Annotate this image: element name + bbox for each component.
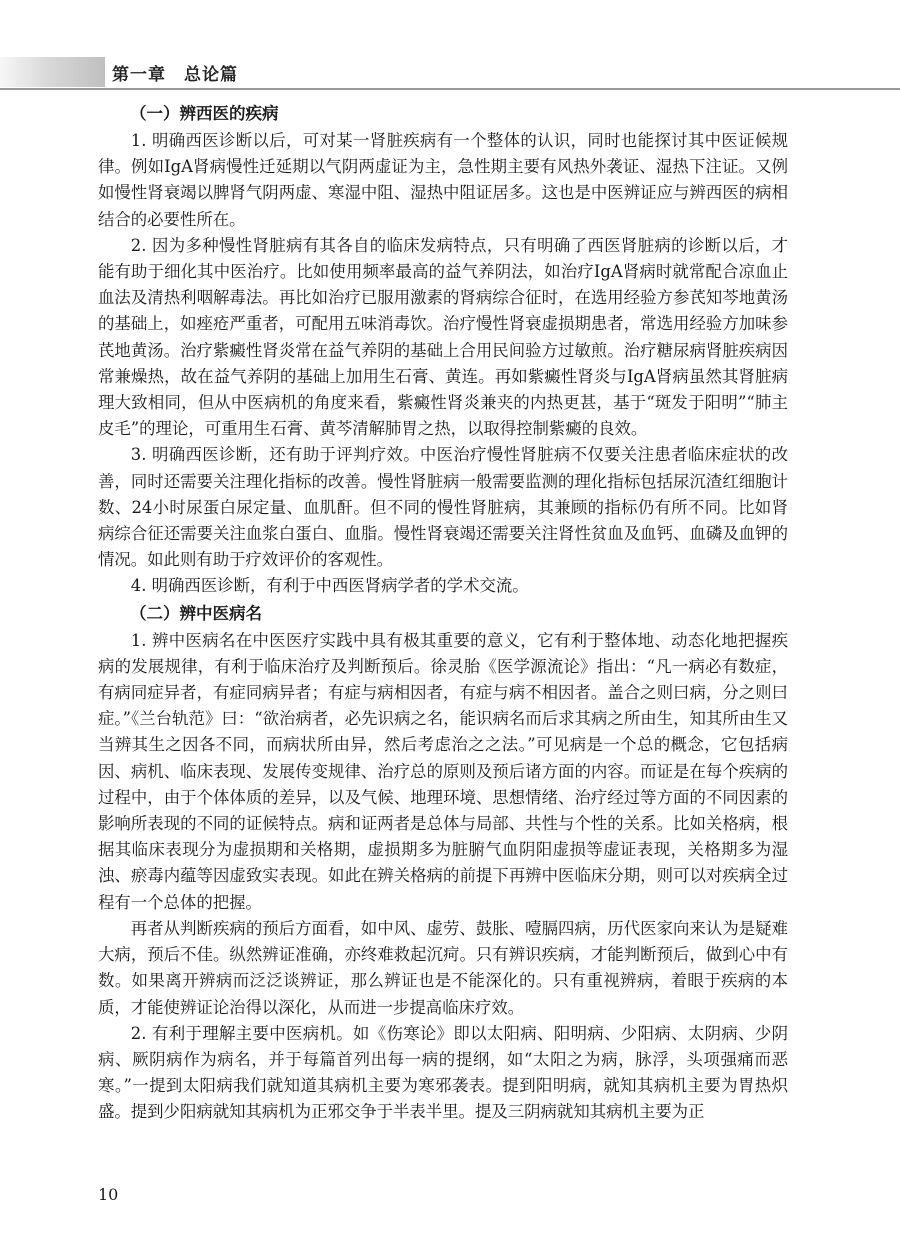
paragraph: 4. 明确西医诊断，有利于中西医肾病学者的学术交流。: [130, 576, 529, 596]
paragraph: 3. 明确西医诊断，还有助于评判疗效。中医治疗慢性肾脏病不仅要关注患者临床症状的改善，同时还需要关注理化指标的改善。慢性肾脏病一般需要监测的理化指标包括尿沉渣红细胞计数、24小时尿蛋白尿定量、血肌酐。但不同的慢性肾脏病，其兼顾的指标仍有所不同。比如肾病综合征还需要关注血浆白蛋白、血脂。慢性肾衰竭还需要关注肾性贫血及血钙、血磷及血钾的情况。如此则有助于疗效评价的客观性。: [98, 445, 788, 570]
page-number: 10: [98, 1185, 119, 1204]
section-heading: （一）辨西医的疾病: [130, 104, 279, 123]
header-decoration: [0, 57, 105, 87]
section-heading: （二）辨中医病名: [130, 603, 262, 623]
header-rule: [0, 88, 900, 90]
paragraph: 2. 因为多种慢性肾脏病有其各自的临床发病特点，只有明确了西医肾脏病的诊断以后，才能有助于细化其中医治疗。比如使用频率最高的益气养阴法，如治疗IgA肾病时就常配合凉血止血法及清热利咽解毒法。再比如治疗已服用激素的肾病综合征时，在选用经验方参芪知芩地黄汤的基础上，如痤疮严重者，可配用五味消毒饮。治疗慢性肾衰虚损期患者，常选用经验方加味参芪地黄汤。治疗紫癜性肾炎常在益气养阴的基础上合用民间验方过敏煎。治疗糖尿病肾脏疾病因常兼燥热，故在益气养阴的基础上加用生石膏、黄连。再如紫癜性肾炎与IgA肾病虽然其肾脏病理大致相同，但从中医病机的角度来看，紫癜性肾炎兼夹的内热更甚，基于“斑发于阳明”“肺主皮毛”的理论，可重用生石膏、黄芩清解肺胃之热，以取得控制紫癜的良效。: [98, 235, 788, 439]
paragraph: 1. 明确西医诊断以后，可对某一肾脏疾病有一个整体的认识，同时也能探讨其中医证候规律。例如IgA肾病慢性迁延期以气阴两虚证为主，急性期主要有风热外袭证、湿热下注证。又例如慢性肾衰竭以脾肾气阴两虚、寒湿中阻、湿热中阻证居多。这也是中医辨证应与辨西医的病相结合的必要性所在。: [98, 131, 788, 229]
paragraph: 2. 有利于理解主要中医病机。如《伤寒论》即以太阳病、阳明病、少阳病、太阴病、少阴病、厥阴病作为病名，并于每篇首列出每一病的提纲，如“太阳之为病，脉浮，头项强痛而恶寒。”一提到太阳病我们就知道其病机主要为寒邪袭表。提到阳明病，就知其病机主要为胃热炽盛。提到少阳病就知其病机为正邪交争于半表半里。提及三阴病就知其病机主要为正: [98, 1023, 788, 1122]
page-content: [98, 100, 788, 1126]
paragraph: 1. 辨中医病名在中医医疗实践中具有极其重要的意义，它有利于整体地、动态化地把握疾病的发展规律，有利于临床治疗及判断预后。徐灵胎《医学源流论》指出：“凡一病必有数症，有病同症异者，有症同病异者；有症与病相因者，有症与病不相因者。盖合之则曰病，分之则曰症。”《兰台轨范》曰：“欲治病者，必先识病之名，能识病名而后求其病之所由生，知其所由生又当辨其生之因各不同，而病状所由异，然后考虑治之之法。”可见病是一个总的概念，它包括病因、病机、临床表现、发展传变规律、治疗总的原则及预后诸方面的内容。而证是在每个疾病的过程中，由于个体体质的差异，以及气候、地理环境、思想情绪、治疗经过等方面的不同因素的影响所表现的不同的证候特点。病和证两者是总体与局部、共性与个性的关系。比如关格病，根据其临床表现分为虚损期和关格期，虚损期多为脏腑气血阴阳虚损等虚证表现，关格期多为湿浊、瘀毒内蕴等因虚致实表现。如此在辨关格病的前提下再辨中医临床分期，则可以对疾病全过程有一个总体的把握。: [98, 630, 788, 912]
chapter-title: 第一章 总论篇: [112, 65, 238, 85]
paragraph: 再者从判断疾病的预后方面看，如中风、虚劳、鼓胀、噎膈四病，历代医家向来认为是疑难大病，预后不佳。纵然辨证准确，亦终难救起沉疴。只有辨识疾病，才能判断预后，做到心中有数。如果离开辨病而泛泛谈辨证，那么辨证也是不能深化的。只有重视辨病，着眼于疾病的本质，才能使辨证论治得以深化，从而进一步提高临床疗效。: [98, 918, 788, 1017]
